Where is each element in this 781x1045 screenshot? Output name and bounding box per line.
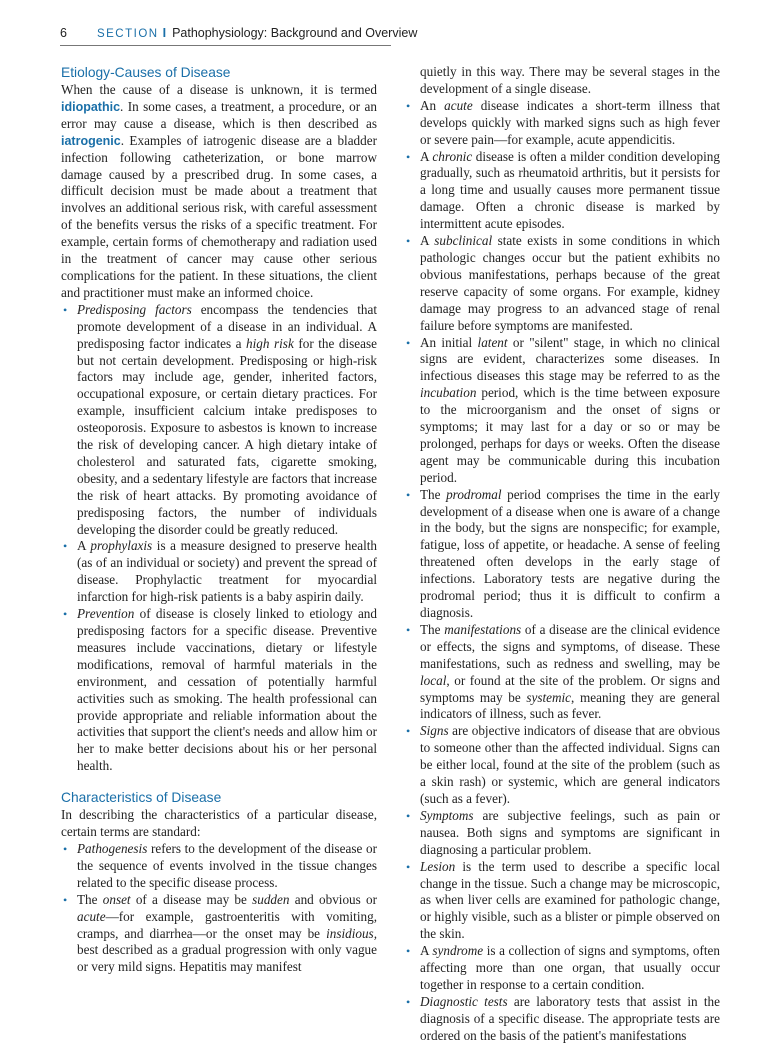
term: manifestations (444, 621, 522, 637)
running-header (60, 26, 720, 40)
page-number: 6 (60, 26, 67, 40)
section-label: SECTION (96, 28, 159, 40)
bullet-icon: • (406, 335, 411, 350)
bullet-icon: • (63, 302, 68, 317)
bullet-icon: • (406, 622, 411, 637)
continued-text: quietly in this way. There may be several stages in the development of a single disease. (420, 64, 720, 96)
bullet-icon: • (406, 994, 411, 1009)
list-item-predisposing (61, 302, 377, 539)
text: of disease is closely linked to etiology and predisposing factors for a specific disease. Preventive measures include vaccinations, dietary or lifestyle modifications, removal of harmful materials in the environment, and cessation of potentially harmful activities such as smoking. The health professional can provide appropriate and reliable information about the activities that support the client's needs and allow him or her to make better decisions about his or her personal health. (77, 606, 377, 774)
term: Diagnostic tests (420, 993, 508, 1009)
term: Prevention (77, 606, 135, 622)
term: chronic (432, 148, 473, 164)
emphasis: insidious, (326, 925, 377, 941)
list-item-latent (404, 335, 720, 487)
text: The (420, 621, 445, 637)
text: The (420, 486, 447, 502)
text: disease is often a milder condition developing gradually, such as rheumatoid arthritis, but it persists for a long time and usually causes more permanent tissue damage. Often a chronic disease is marked by intermittent acute episodes. (420, 148, 720, 232)
bullet-icon: • (406, 234, 411, 249)
text: A (420, 943, 433, 959)
text: are laboratory tests that assist in the diagnosis of a specific disease. The appropriate tests are ordered on the basis of the patient's manifestations (420, 993, 720, 1043)
emphasis: local (420, 672, 447, 688)
emphasis: incubation (420, 385, 477, 401)
text: is a measure designed to preserve health (as of an individual or society) and prevent the spread of disease. Prophylactic treatment for myocardial infarction for high-risk patients is a baby aspirin daily. (77, 538, 378, 605)
list-item-syndrome (404, 943, 720, 994)
text: —for example, gastroenteritis with vomiting, cramps, and diarrhea—or the onset may be (77, 908, 377, 941)
list-item-manifestations (404, 622, 720, 723)
text: is the term used to describe a specific local change in the tissue. Such a change may be microscopic, as when liver cells are examined for pathologic change, or highly visible, such as a blister or pimple observed on the skin. (420, 858, 720, 942)
list-item-subclinical (404, 233, 720, 334)
term: acute (444, 97, 473, 113)
text: encompass the tendencies that promote development of a disease in an individual. A predisposing factor indicates a (77, 301, 377, 351)
left-column (61, 64, 377, 976)
characteristics-list (61, 841, 377, 976)
term: subclinical (434, 233, 493, 249)
bullet-icon: • (406, 724, 411, 739)
bullet-icon: • (63, 841, 68, 856)
list-item-lesion (404, 859, 720, 944)
term: onset (102, 891, 131, 907)
emphasis: acute (77, 908, 106, 924)
emphasis: systemic (526, 689, 572, 705)
list-item-onset (61, 892, 377, 977)
bullet-icon: • (63, 607, 68, 622)
right-column (404, 64, 720, 1045)
text: are subjective feelings, such as pain or nausea. Both signs and symptoms are significant in diagnosing a particular problem. (420, 807, 720, 857)
list-item-acute (404, 98, 720, 149)
list-item-prodromal (404, 487, 720, 622)
text: for the disease but not certain development. Predisposing or high-risk factors may include age, gender, inherited factors, occupational exposure, or certain dietary practices. For example, insufficient calcium intake predisposes to osteoporosis. Exposure to asbestos is known to increase the risk of developing cancer. A high dietary intake of cholesterol and saturated fats, cigarette smoking, obesity, and a sedentary lifestyle are factors that increase the risk of heart attacks. By promoting avoidance of predisposing factors, the number of individuals developing the disorder could be greatly reduced. (77, 335, 377, 537)
term: Symptoms (420, 807, 474, 823)
term: Lesion (420, 858, 456, 874)
heading-etiology: Etiology-Causes of Disease (61, 65, 231, 80)
text: A (77, 538, 91, 554)
section-number: I (162, 26, 167, 40)
term: latent (477, 334, 508, 350)
text: . Examples of iatrogenic disease are a bladder infection following catheterization, or bone marrow damage caused by a prescribed drug. In some cases, a difficult decision must be made about a treatment that involves an additional serious risk, with careful assessment of the benefits versus the risks of a specific treatment. For example, certain forms of chemotherapy and radiation used in the treatment of cancer may cause other serious complications for the patient. In these situations, the client and practitioner must make an informed choice. (61, 132, 377, 300)
emphasis: sudden (252, 891, 290, 907)
list-item-diagnostic-tests (404, 994, 720, 1045)
term-iatrogenic: iatrogenic (61, 133, 121, 148)
term: prodromal (446, 486, 502, 502)
text: are objective indicators of disease that are obvious to someone other than the affected individual. Signs can be either local, found at the site of the problem (such as a skin rash) or systemic, which are general indicators (such as a fever). (420, 723, 720, 806)
emphasis: high risk (246, 335, 294, 351)
text: An initial (420, 334, 478, 350)
text: An (420, 97, 445, 113)
text: period, which is the time between exposure to the microorganism and the onset of signs or symptoms; it may last for a day or so or may be prolonged, perhaps for days or weeks. Often the disease agent may be communicable during this incubation period. (420, 385, 720, 485)
bullet-icon: • (406, 859, 411, 874)
list-item-prophylaxis (61, 538, 377, 606)
paragraph-etiology (61, 82, 377, 302)
text: , or found at the site of the problem. Or signs and symptoms may be (420, 672, 720, 705)
list-item-prevention (61, 606, 377, 775)
bullet-icon: • (406, 944, 411, 959)
list-item-pathogenesis (61, 841, 377, 892)
bullet-icon: • (63, 539, 68, 554)
paragraph-characteristics: In describing the characteristics of a particular disease, certain terms are standard: (61, 807, 377, 840)
bullet-icon: • (406, 149, 411, 164)
text: of a disease are the clinical evidence or effects, the signs and symptoms, of disease. These manifestations, such as redness and swelling, may be (420, 621, 720, 671)
text: period comprises the time in the early development of a disease when one is aware of a change in the body, but the signs are nonspecific; for example, fatigue, loss of appetite, or headache. A sense of feeling threatened often develops in the early stage of infections. Laboratory tests are negative during the prodromal period; thus it is difficult to confirm a diagnosis. (420, 486, 720, 620)
text: best described as a gradual progression with only vague or very mild signs. Hepatitis may manifest (77, 942, 377, 975)
section-title: Pathophysiology: Background and Overview (172, 26, 418, 40)
text: of a disease may be (130, 891, 253, 907)
text: or "silent" stage, in which no clinical signs are evident, characterizes some diseases. In infectious diseases this stage may be referred to as the (420, 334, 721, 384)
bullet-icon: • (406, 487, 411, 502)
term: Predisposing factors (77, 301, 192, 317)
text: A (420, 233, 435, 249)
list-item-symptoms (404, 808, 720, 859)
term: prophylaxis (90, 538, 153, 554)
term: Signs (420, 723, 449, 739)
bullet-icon: • (406, 98, 411, 113)
header-rule (60, 45, 391, 46)
bullet-icon: • (63, 892, 68, 907)
heading-characteristics: Characteristics of Disease (61, 790, 222, 806)
text: , meaning they are general indicators of illness, such as fever. (420, 689, 720, 722)
text: refers to the development of the disease or the sequence of events involved in the tissue changes related to the specific disease process. (77, 840, 377, 890)
text: When the cause of a disease is unknown, it is termed (61, 82, 377, 97)
term-idiopathic: idiopathic (61, 99, 121, 114)
bullet-icon: • (406, 808, 411, 823)
list-item-chronic (404, 149, 720, 234)
list-item-signs (404, 723, 720, 808)
text: state exists in some conditions in which pathologic changes occur but the patient exhibits no obvious manifestations, perhaps because of the great reserve capacity of some organs. For example, kidney damage may progress to an advanced stage of renal failure before symptoms are manifested. (420, 233, 721, 333)
text: and obvious or (289, 891, 377, 907)
disease-terms-list (404, 98, 720, 1045)
term: syndrome (432, 943, 484, 959)
text: is a collection of signs and symptoms, often affecting more than one organ, that usually occur together in response to a certain condition. (420, 943, 721, 992)
text: The (77, 891, 103, 907)
text: disease indicates a short-term illness that develops quickly with marked signs such as high fever or severe pain—for example, acute appendicitis. (420, 97, 720, 147)
text: A (420, 148, 433, 164)
term: Pathogenesis (77, 840, 148, 856)
etiology-list (61, 302, 377, 775)
text: . In some cases, a treatment, a procedure, or an error may cause a disease, which is then described as (61, 98, 377, 131)
